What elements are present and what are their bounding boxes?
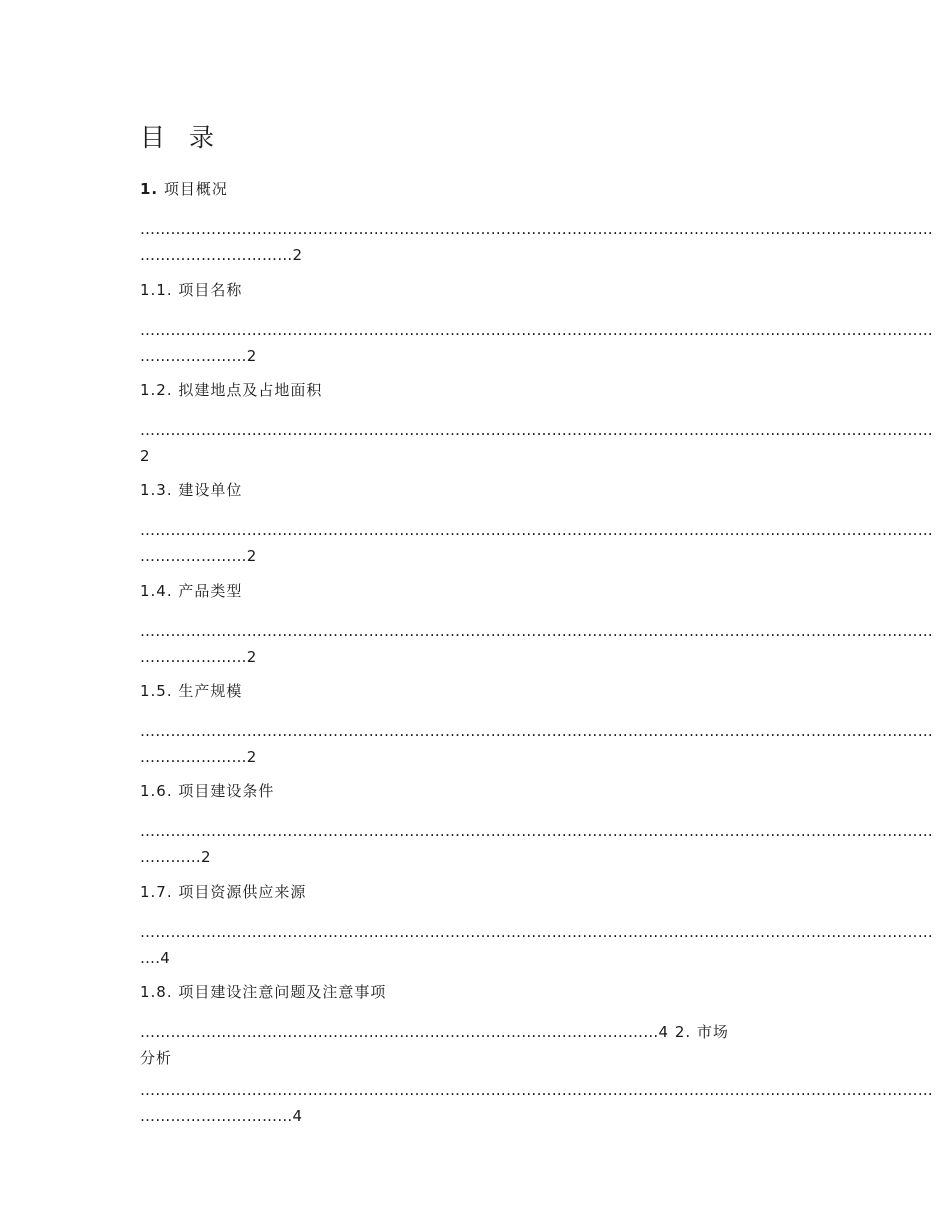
toc-entry-number: 1.3. xyxy=(140,481,173,499)
toc-entry[interactable] xyxy=(140,879,933,971)
toc-entry-number: 1.7. xyxy=(140,883,173,901)
toc-entry[interactable] xyxy=(140,678,933,770)
toc-entry[interactable] xyxy=(140,277,933,369)
toc-page-line xyxy=(140,1019,808,1045)
toc-entry[interactable] xyxy=(140,176,933,268)
toc-page-line xyxy=(140,443,808,469)
toc-entry-title: 项目概况 xyxy=(163,180,228,198)
toc-entry-title-continued[interactable]: 分析 xyxy=(140,1049,173,1067)
toc-dot-leader-tail: ………………………… xyxy=(140,246,293,264)
toc-entry-title: 项目建设注意问题及注意事项 xyxy=(178,983,387,1001)
toc-entry[interactable] xyxy=(140,778,933,870)
toc-page-number[interactable]: 2 xyxy=(140,447,150,465)
toc-page-number[interactable]: 4 xyxy=(658,1023,670,1041)
toc-entry-number: 2. xyxy=(674,1023,692,1041)
toc-entry-title: 项目名称 xyxy=(178,281,243,299)
toc-page-number[interactable]: 2 xyxy=(246,748,257,766)
toc-page-line xyxy=(140,343,808,369)
toc-dot-leader: ………………………………………………………………………………………………………………………………………… xyxy=(140,521,933,539)
toc-title: 目 录 xyxy=(140,123,222,152)
toc-entry-heading[interactable] xyxy=(140,377,808,403)
toc-page-line xyxy=(140,744,808,770)
toc-dot-leader: ………………………………………………………………………………………………………………………………………… xyxy=(140,220,933,238)
toc-dot-leader-tail: …. xyxy=(140,949,161,967)
toc-page-number[interactable]: 4 xyxy=(292,1107,303,1125)
toc-entry-heading[interactable] xyxy=(140,778,808,804)
toc-page-number[interactable]: 2 xyxy=(201,848,211,866)
toc-page-line xyxy=(140,1103,808,1129)
toc-entry-heading[interactable] xyxy=(140,477,808,503)
toc-dot-leader: ………………………………………………………………………………………………………………………………………… xyxy=(140,321,933,339)
toc-entry-number: 1.6. xyxy=(140,782,173,800)
toc-entry-heading[interactable] xyxy=(140,879,808,905)
toc-entry-title: 项目建设条件 xyxy=(178,782,275,800)
toc-entry-heading[interactable] xyxy=(140,578,808,604)
toc-entry-number: 1.4. xyxy=(140,582,173,600)
toc-page-line xyxy=(140,543,808,569)
toc-entry-title: 产品类型 xyxy=(178,582,243,600)
toc-entry-number: 1.8. xyxy=(140,983,173,1001)
toc-entry-heading[interactable] xyxy=(140,176,808,202)
toc-dot-leader-tail: ………………………… xyxy=(140,1107,293,1125)
toc-entry-title: 项目资源供应来源 xyxy=(178,883,307,901)
toc-entry-title-part: 市场 xyxy=(696,1023,729,1041)
toc-dot-leader: ………………………………………………………………………………………… xyxy=(140,1023,659,1041)
toc-page-number[interactable]: 2 xyxy=(246,347,257,365)
toc-entry-title: 拟建地点及占地面积 xyxy=(178,381,323,399)
toc-entry-heading[interactable] xyxy=(140,277,808,303)
toc-dot-leader-tail: ………………… xyxy=(140,748,247,766)
toc-page-number[interactable]: 2 xyxy=(246,547,257,565)
toc-page-number[interactable]: 2 xyxy=(246,648,257,666)
toc-dot-leader-tail: ………………… xyxy=(140,547,247,565)
toc-entry-title: 建设单位 xyxy=(178,481,243,499)
toc-entry-heading[interactable] xyxy=(140,979,808,1005)
toc-dot-leader: ………………………………………………………………………………………………………………………………………… xyxy=(140,822,933,840)
toc-dot-leader-tail: ………………… xyxy=(140,648,247,666)
toc-page-line xyxy=(140,644,808,670)
toc-page-number[interactable]: 2 xyxy=(292,246,303,264)
toc-dot-leader-tail: ………… xyxy=(140,848,201,866)
toc-entry-number: 1. xyxy=(140,180,159,198)
toc-next-entry-start[interactable] xyxy=(669,1023,729,1041)
toc-dot-leader: ………………………………………………………………………………………………………………………………………… xyxy=(140,1081,933,1099)
toc-page-line xyxy=(140,242,808,268)
toc-dot-leader: ………………………………………………………………………………………………………………………………………… xyxy=(140,421,933,439)
toc-entry-heading[interactable] xyxy=(140,678,808,704)
toc-entry-number: 1.1. xyxy=(140,281,173,299)
toc-dot-leader: ………………………………………………………………………………………………………………………………………… xyxy=(140,722,933,740)
toc-page-number[interactable]: 4 xyxy=(160,949,170,967)
toc-dot-leader-tail: ………………… xyxy=(140,347,247,365)
toc-entry-title: 生产规模 xyxy=(178,682,243,700)
toc-page-line xyxy=(140,945,808,971)
toc-page-line xyxy=(140,844,808,870)
toc-entry[interactable] xyxy=(140,377,933,469)
toc-entry[interactable] xyxy=(140,979,933,1129)
toc-entry-number: 1.5. xyxy=(140,682,173,700)
toc-dot-leader: ………………………………………………………………………………………………………………………………………… xyxy=(140,923,933,941)
toc-dot-leader: ………………………………………………………………………………………………………………………………………… xyxy=(140,622,933,640)
toc-entry[interactable] xyxy=(140,477,933,569)
toc-entry-number: 1.2. xyxy=(140,381,173,399)
toc-entry[interactable] xyxy=(140,578,933,670)
